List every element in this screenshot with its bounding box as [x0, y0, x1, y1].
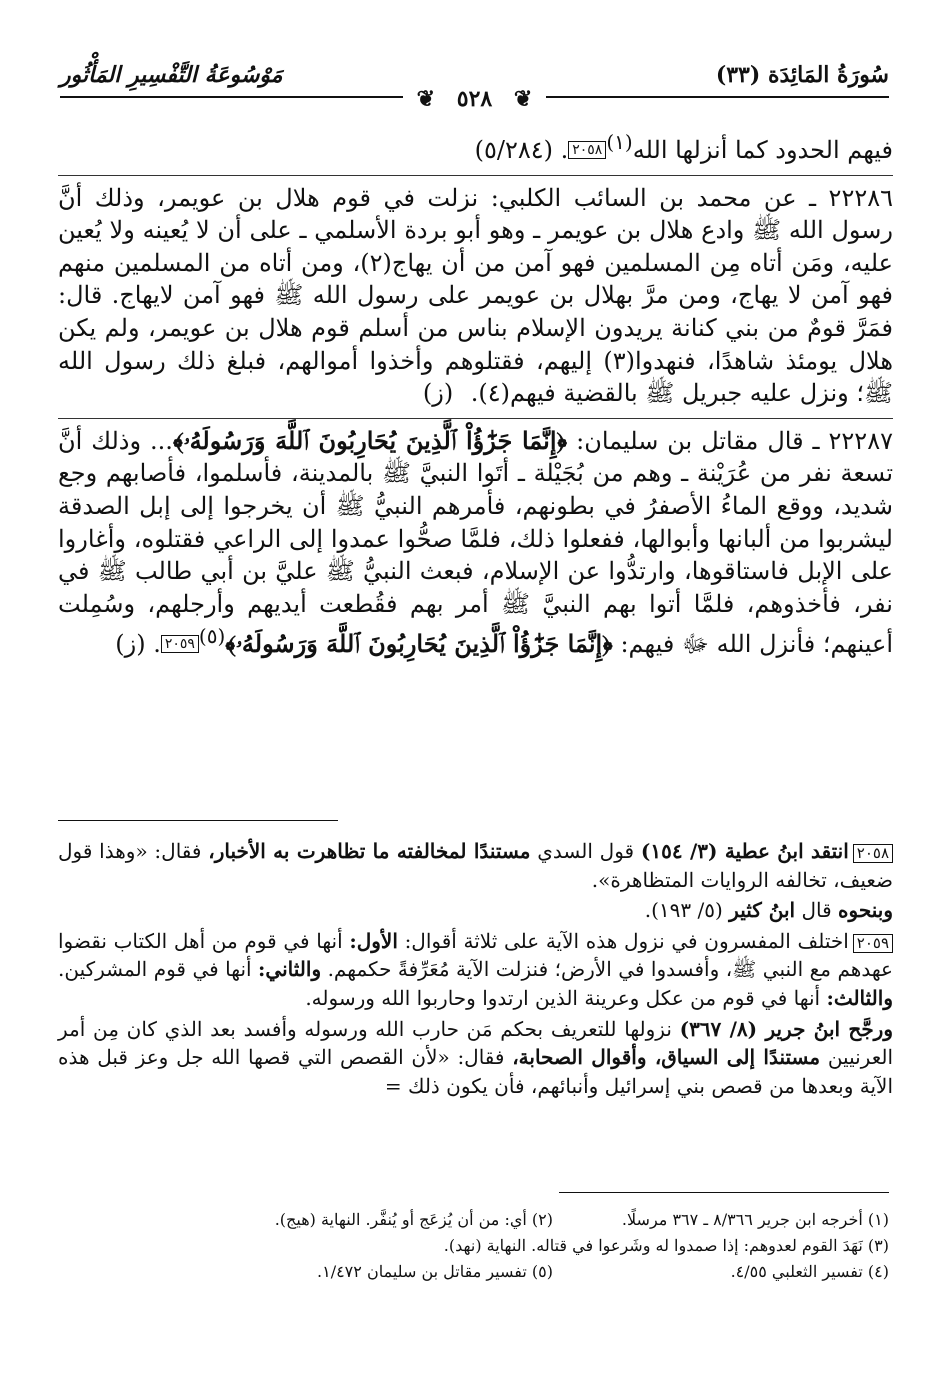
footnote-4: (٤) تفسير الثعلبي ٤/٥٥.	[730, 1262, 889, 1281]
note-text: أنها في قوم من عكل وعرينة الذين ارتدوا وحاربوا الله ورسوله.	[305, 985, 821, 1010]
entry-text: ٢٢٢٨٦ ـ عن محمد بن السائب الكلبي: نزلت في قوم هلال بن عويمر، وذلك أنَّ رسول الله ﷺ وادع هلال بن عويمر ـ وهو أبو بردة الأسلمي ـ على أن لا يُعينه ولا يُعين عليه، ومَن أتاه مِن المسلمين فهو آمن من أن يهاج(٢)، ومن أتاه من المسلمين منهم فهو آمن لا يهاج، ومن مرَّ بهلال بن عويمر على رسول الله ﷺ فهو آمن لايهاج. قال: فمَرَّ قومٌ من بني كنانة يريدون الإسلام بناس من أسلم قوم هلال بن عويمر، ولم يكن هلال يومئذ شاهدًا، فنهدوا(٣) إليهم، فقتلوهم وأخذوا أموالهم، فبلغ ذلك رسول الله ﷺ؛ ونزل عليه جبريل ﷺ بالقضية فيهم(٤).	[58, 183, 893, 408]
page-number-row: ❦ ٥٢٨ ❦	[0, 86, 949, 112]
book-title: مَوْسُوعَةُ التَّفْسِيرِ المَأْثُور	[60, 62, 283, 88]
footnote-row	[60, 1207, 889, 1233]
note-bold: مستندًا إلى السياق، وأقوال الصحابة،	[512, 1045, 821, 1070]
note-text: قول السدي	[537, 839, 635, 863]
note-bold: مستندًا لمخالفته ما تظاهرت به الأخبار،	[208, 839, 531, 863]
footnote-row	[60, 1233, 889, 1259]
volume-citation: . (٥/٢٨٤)	[474, 136, 569, 164]
note-number-box: ٢٠٥٨	[853, 844, 893, 863]
note-text: فقال: «لأن القصص التي قصها الله جل وعز قبل هذه الآية وبعدها من قصص بني إسرائيل وأنبائهم، فأن يكون ذلك =	[58, 1045, 893, 1098]
footnotes	[60, 1192, 889, 1285]
note-text: أنها في قوم المشركين.	[58, 957, 252, 982]
note-bold: والثاني:	[258, 957, 322, 982]
note-text: نزولها للتعريف بحكم مَن حارب الله ورسوله وأفسد بعد الذي كان مِن أمر العرنيين	[58, 1016, 894, 1070]
footnote-5: (٥) تفسير مقاتل بن سليمان ١/٤٧٢.	[317, 1262, 553, 1281]
note-text: (٥/ ١٩٣).	[644, 898, 723, 923]
separator-rule	[58, 175, 893, 176]
commentary-notes	[58, 820, 893, 1102]
source-marker: (ز)	[422, 379, 454, 408]
note-bold: والثالث:	[826, 985, 893, 1010]
top-line	[58, 126, 893, 167]
entry-22286	[58, 182, 893, 410]
note-number-box: ٢٠٥٩	[853, 934, 893, 953]
footnote-ref: (١)	[606, 130, 633, 154]
note-bold: ورجَّح ابنُ جرير (٨/ ٣٦٧)	[679, 1016, 893, 1041]
quran-verse: ﴿إِنَّمَا جَزَٰٓؤُاْ ٱلَّذِينَ يُحَارِبُونَ ٱللَّهَ وَرَسُولَهُۥ﴾	[225, 629, 613, 659]
footnote-ref: (٥)	[198, 624, 226, 649]
footnote-2: (٢) أي: من أن يُزعَج أو يُنفَّر. النهاية (هيج).	[274, 1210, 553, 1229]
footnote-row	[60, 1259, 889, 1285]
footnote-3: (٣) نَهَدَ القوم لعدوهم: إذا صمدوا له وشَرعوا في قتاله. النهاية (نهد).	[443, 1236, 889, 1255]
top-line-text: فيهم الحدود كما أنزلها الله	[632, 136, 893, 164]
note-text: أنها في قوم من أهل الكتاب نقضوا عهدهم مع النبي ﷺ، وأفسدوا في الأرض؛ فنزلت الآية مُعَرِّفةً حكمهم.	[58, 928, 893, 982]
note-bold: ابنُ كثير	[729, 898, 796, 923]
entry-22287	[58, 425, 893, 661]
footnote-1: (١) أخرجه ابن جرير ٨/٣٦٦ ـ ٣٦٧ مرسلًا.	[621, 1210, 889, 1229]
note-lead: انتقد ابنُ عطية (٣/ ١٥٤)	[640, 839, 849, 863]
surah-title: سُورَةُ المَائِدَة (٣٣)	[715, 62, 889, 88]
main-text	[58, 126, 893, 667]
entry-intro: ٢٢٢٨٧ ـ قال مقاتل بن سليمان:	[576, 426, 893, 455]
footnotes-rule	[559, 1192, 889, 1193]
note-text: اختلف المفسرون في نزول هذه الآية على ثلاثة أقوال:	[404, 928, 849, 953]
note-quote: فقال: «وهذا قول ضعيف، تخالفه الروايات المتظاهرة».	[58, 839, 893, 892]
commentary-ref-box: ٢٠٥٩	[161, 635, 199, 653]
source-marker: . (ز)	[115, 630, 161, 659]
separator-rule	[58, 418, 893, 419]
page-number: ٥٢٨	[443, 86, 506, 112]
note-2058	[58, 837, 893, 894]
note-bold: وبنحوه	[838, 898, 893, 923]
quran-verse: ﴿إِنَّمَا جَزَٰٓؤُاْ ٱلَّذِينَ يُحَارِبُونَ ٱللَّهَ وَرَسُولَهُۥ﴾	[172, 425, 568, 455]
note-2058-similar	[58, 896, 893, 925]
entry-text: ... وذلك أنَّ تسعة نفر من عُرَيْنة ـ وهم من بُجَيْلة ـ أتَوا النبيَّ ﷺ بالمدينة، فأسلموا، فأصابهم وجع شديد، ووقع الماءُ الأصفرُ في بطونهم، فأمرهم النبيُّ ﷺ أن يخرجوا إلى إبل الصدقة ليشربوا من ألبانها وأبوالها، ففعلوا ذلك، فلمَّا صحُّوا عمدوا إلى الراعي فقتلوه، وأغاروا على الإبل فاستاقوها، وارتدُّوا عن الإسلام، فبعث النبيُّ ﷺ عليَّ بن أبي طالب ﷺ في نفر، فأخذوهم، فلمَّا أتوا بهم النبيَّ ﷺ أمر بهم فقُطعت أيديهم وأرجلهم، وسُمِلت أعينهم؛ فأنزل الله ﷻ فيهم:	[58, 426, 893, 659]
commentary-ref-box: ٢٠٥٨	[568, 141, 606, 159]
note-2059	[58, 927, 893, 1013]
notes-rule	[58, 820, 338, 821]
note-bold: الأول:	[349, 928, 398, 953]
note-text: قال	[801, 898, 832, 923]
note-2059-tarjih	[58, 1015, 893, 1101]
